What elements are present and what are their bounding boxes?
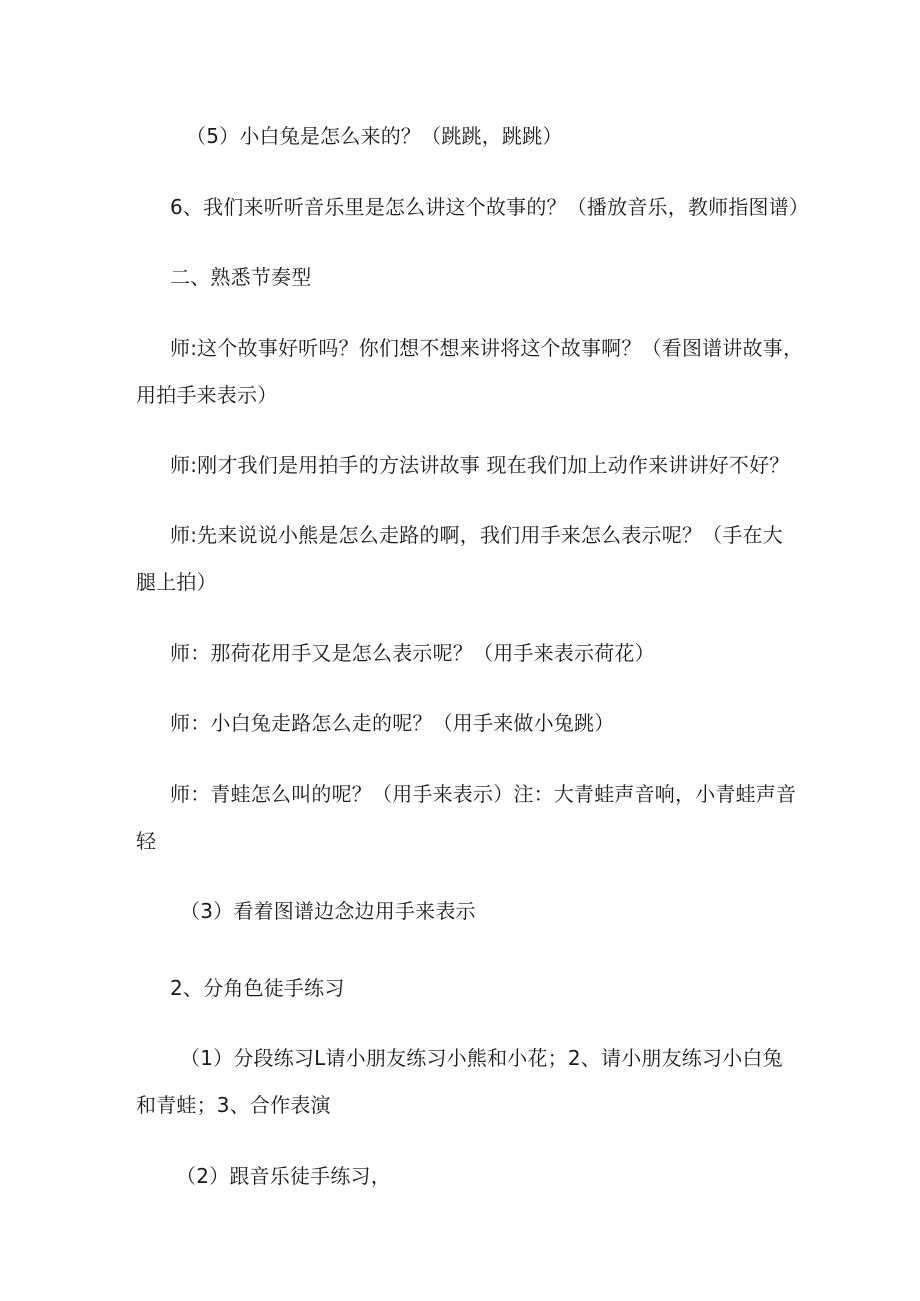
text-line-14: 2、分角色徒手练习 [170, 976, 345, 1000]
text-line-1: （5）小白兔是怎么来的？（跳跳，跳跳） [186, 124, 563, 148]
text-line-15: （1）分段练习L请小朋友练习小熊和小花；2、请小朋友练习小白兔 [180, 1046, 783, 1070]
text-line-6: 师:刚才我们是用拍手的方法讲故事 现在我们加上动作来讲讲好不好？ [170, 453, 790, 477]
section-heading: 二、熟悉节奏型 [170, 265, 312, 289]
text-line-13: （3）看着图谱边念边用手来表示 [180, 899, 476, 923]
text-line-17: （2）跟音乐徒手练习， [176, 1164, 391, 1188]
text-line-16: 和青蛙；3、合作表演 [136, 1093, 331, 1117]
text-line-10: 师：小白兔走路怎么走的呢？（用手来做小兔跳） [170, 711, 615, 735]
text-line-5: 用拍手来表示） [136, 383, 278, 407]
text-line-7: 师:先来说说小熊是怎么走路的啊，我们用手来怎么表示呢？（手在大 [170, 523, 783, 547]
text-line-8: 腿上拍） [136, 570, 217, 594]
text-line-9: 师：那荷花用手又是怎么表示呢？（用手来表示荷花） [170, 641, 655, 665]
text-line-2: 6、我们来听听音乐里是怎么讲这个故事的？（播放音乐，教师指图谱） [170, 195, 810, 219]
text-line-11: 师：青蛙怎么叫的呢？（用手来表示）注：大青蛙声音响，小青蛙声音 [170, 782, 797, 806]
text-line-4: 师:这个故事好听吗？你们想不想来讲将这个故事啊？（看图谱讲故事， [170, 336, 804, 360]
text-line-12: 轻 [136, 829, 157, 853]
